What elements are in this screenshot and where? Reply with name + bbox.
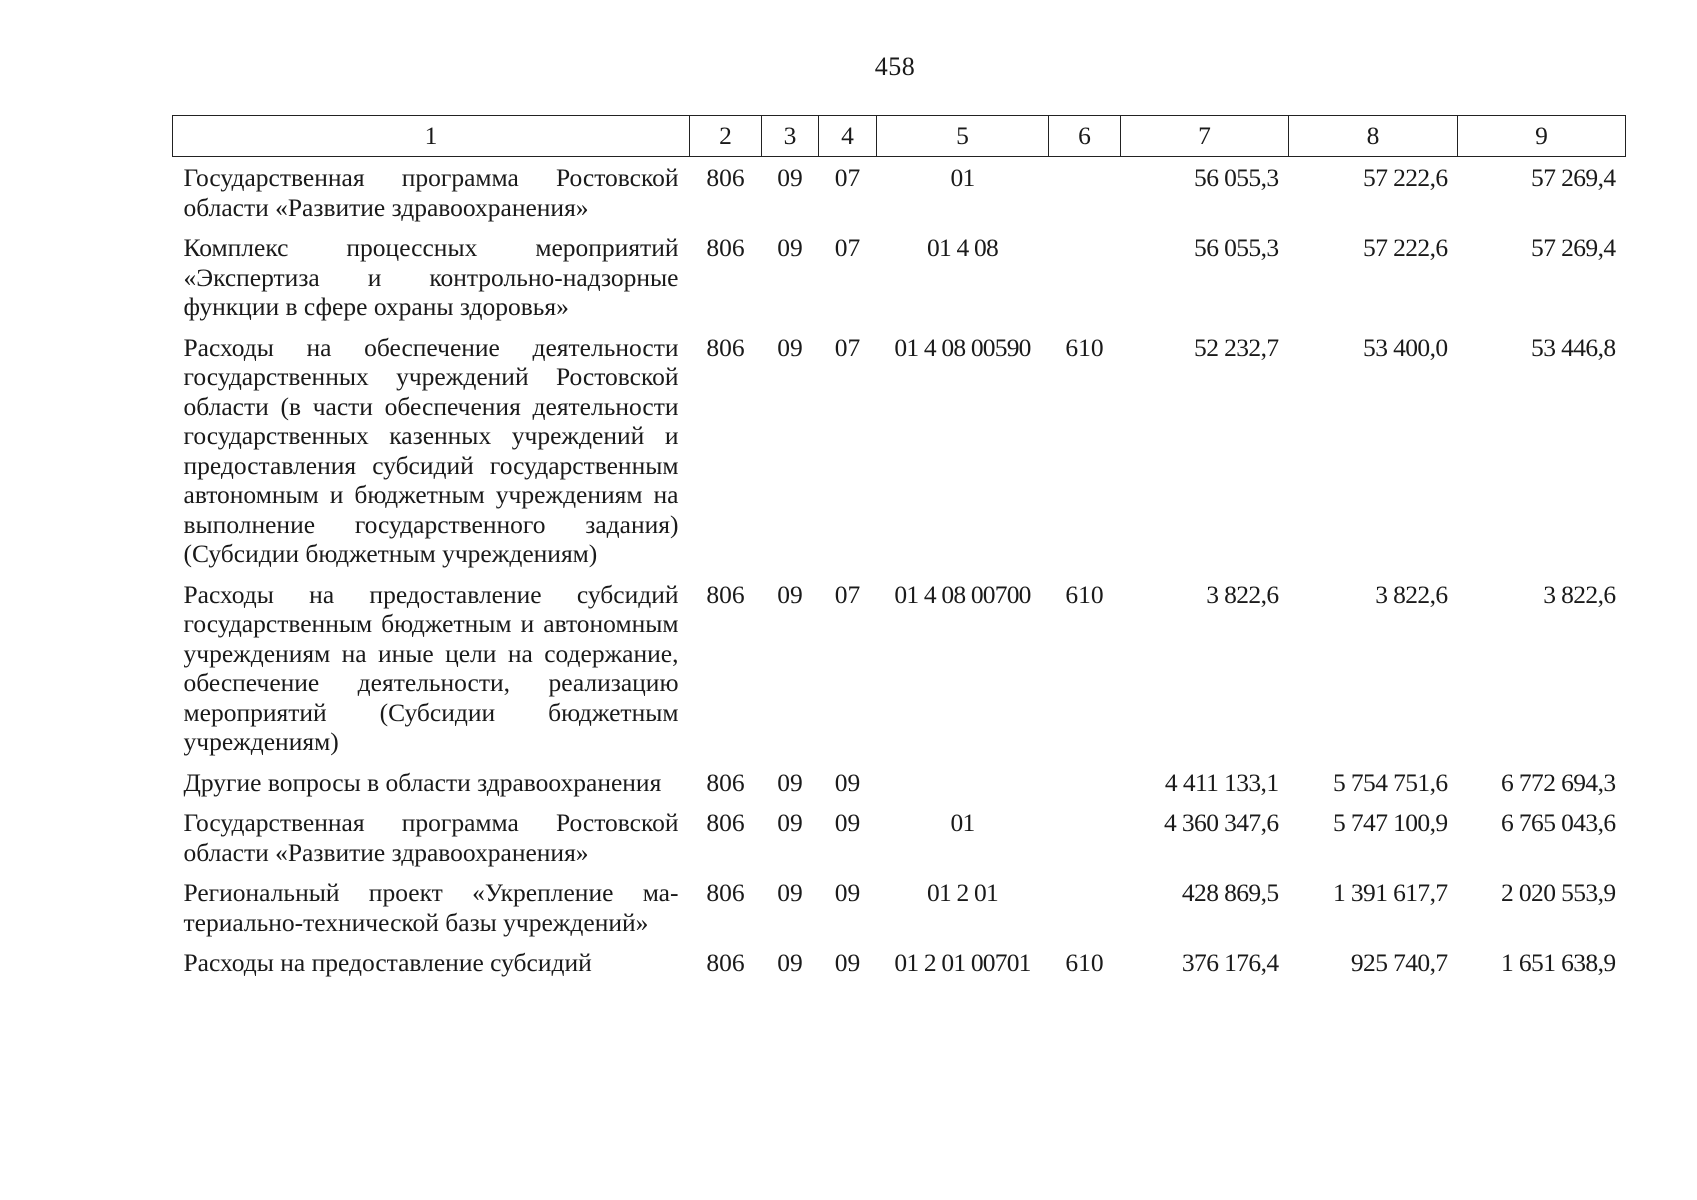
table-row bbox=[173, 768, 1626, 809]
row-name: Государственная программа Ростовской области «Развитие здравоохранения» bbox=[183, 808, 679, 867]
row-ministry-code: 806 bbox=[706, 233, 745, 262]
row-amount-year-2: 53 400,0 bbox=[1363, 332, 1448, 362]
row-expense-type-code: 610 bbox=[1065, 332, 1104, 362]
row-expense-type-code: 610 bbox=[1065, 948, 1104, 977]
row-ministry-code: 806 bbox=[706, 767, 745, 797]
column-header-8: 8 bbox=[1289, 116, 1458, 157]
row-target-article-code: 01 bbox=[950, 163, 975, 192]
row-section-code: 09 bbox=[777, 233, 803, 262]
row-amount-year-1: 52 232,7 bbox=[1194, 332, 1279, 362]
table-row bbox=[173, 878, 1626, 948]
row-subsection-code: 07 bbox=[834, 163, 861, 192]
row-amount-year-3: 53 446,8 bbox=[1531, 332, 1616, 362]
row-section-code: 09 bbox=[777, 332, 803, 362]
row-expense-type-code: 610 bbox=[1065, 579, 1104, 609]
column-header-4: 4 bbox=[819, 116, 877, 157]
row-ministry-code: 806 bbox=[706, 878, 745, 907]
row-target-article-code: 01 2 01 bbox=[927, 878, 998, 907]
row-target-article-code: 01 bbox=[950, 808, 975, 837]
row-subsection-code: 09 bbox=[834, 808, 861, 837]
row-amount-year-1: 56 055,3 bbox=[1194, 233, 1279, 262]
row-expense-type-code bbox=[1049, 808, 1121, 878]
row-name: Расходы на предоставление субсидий государственным бюджетным и автономным учреждениям на иные цели на содержание, обеспечение деятельности, реализацию мероприятий (Субсидии бюджетным учреждениям) bbox=[183, 579, 679, 756]
row-section-code: 09 bbox=[777, 767, 803, 797]
row-amount-year-3: 6 765 043,6 bbox=[1500, 808, 1616, 837]
row-section-code: 09 bbox=[777, 878, 803, 907]
row-section-code: 09 bbox=[777, 948, 803, 977]
column-header-6: 6 bbox=[1049, 116, 1121, 157]
column-header-7: 7 bbox=[1121, 116, 1289, 157]
table-row bbox=[173, 808, 1626, 878]
row-section-code: 09 bbox=[777, 579, 803, 609]
row-subsection-code: 09 bbox=[834, 878, 861, 907]
column-header-5: 5 bbox=[877, 116, 1049, 157]
row-amount-year-3: 57 269,4 bbox=[1531, 233, 1616, 262]
row-target-article-code bbox=[877, 768, 1049, 809]
column-header-1: 1 bbox=[173, 116, 690, 157]
row-ministry-code: 806 bbox=[706, 808, 745, 837]
row-name: Другие вопросы в области здравоохранения bbox=[183, 767, 662, 797]
row-amount-year-3: 2 020 553,9 bbox=[1500, 878, 1616, 907]
row-amount-year-2: 5 747 100,9 bbox=[1332, 808, 1448, 837]
table-row bbox=[173, 580, 1626, 768]
row-amount-year-3: 1 651 638,9 bbox=[1500, 948, 1616, 977]
column-header-9: 9 bbox=[1458, 116, 1626, 157]
row-name: Региональный проект «Укрепление материально-технической базы учреждений» bbox=[183, 878, 679, 937]
row-name: Расходы на обеспечение деятельности государственных учреждений Ростовской области (в части обеспечения деятельности государственных казенных учреждений и предоставления субсидий государственным автономным и бюджетным учреждениям на выполнение государственного задания) (Субсидии бюджетным учреждениям) bbox=[183, 332, 679, 568]
row-amount-year-2: 57 222,6 bbox=[1363, 163, 1448, 192]
row-amount-year-3: 3 822,6 bbox=[1543, 579, 1616, 609]
row-amount-year-3: 57 269,4 bbox=[1531, 163, 1616, 192]
row-amount-year-2: 1 391 617,7 bbox=[1332, 878, 1448, 907]
row-ministry-code: 806 bbox=[706, 579, 745, 609]
row-amount-year-2: 5 754 751,6 bbox=[1332, 767, 1448, 797]
column-header-3: 3 bbox=[762, 116, 819, 157]
row-target-article-code: 01 4 08 bbox=[927, 233, 998, 262]
page-number: 458 bbox=[874, 52, 916, 81]
row-name: Государственная программа Ростовской области «Развитие здравоохранения» bbox=[183, 163, 679, 222]
row-subsection-code: 09 bbox=[834, 767, 861, 797]
table-header-row bbox=[173, 116, 1626, 157]
row-amount-year-1: 3 822,6 bbox=[1206, 579, 1279, 609]
row-target-article-code: 01 4 08 00590 bbox=[894, 332, 1031, 362]
row-section-code: 09 bbox=[777, 163, 803, 192]
row-amount-year-2: 3 822,6 bbox=[1375, 579, 1448, 609]
row-amount-year-2: 925 740,7 bbox=[1350, 948, 1448, 977]
row-amount-year-3: 6 772 694,3 bbox=[1500, 767, 1616, 797]
row-amount-year-1: 428 869,5 bbox=[1181, 878, 1279, 907]
row-name: Комплекс процессных мероприятий «Экспертиза и контрольно-надзорные функции в сфере охраны здоровья» bbox=[183, 233, 679, 321]
row-amount-year-1: 376 176,4 bbox=[1181, 948, 1279, 977]
row-amount-year-2: 57 222,6 bbox=[1363, 233, 1448, 262]
row-expense-type-code bbox=[1049, 233, 1121, 333]
row-subsection-code: 09 bbox=[834, 948, 861, 977]
row-ministry-code: 806 bbox=[706, 948, 745, 977]
table-row bbox=[173, 233, 1626, 333]
row-section-code: 09 bbox=[777, 808, 803, 837]
row-expense-type-code bbox=[1049, 157, 1121, 234]
row-subsection-code: 07 bbox=[834, 332, 861, 362]
row-ministry-code: 806 bbox=[706, 332, 745, 362]
table-row bbox=[173, 333, 1626, 580]
row-amount-year-1: 56 055,3 bbox=[1194, 163, 1279, 192]
row-target-article-code: 01 2 01 00701 bbox=[894, 948, 1031, 977]
row-ministry-code: 806 bbox=[706, 163, 745, 192]
row-subsection-code: 07 bbox=[834, 233, 861, 262]
row-target-article-code: 01 4 08 00700 bbox=[894, 579, 1031, 609]
row-amount-year-1: 4 360 347,6 bbox=[1163, 808, 1279, 837]
row-expense-type-code bbox=[1049, 768, 1121, 809]
column-header-2: 2 bbox=[690, 116, 762, 157]
row-expense-type-code bbox=[1049, 878, 1121, 948]
row-subsection-code: 07 bbox=[834, 579, 861, 609]
row-name: Расходы на предоставление субсидий bbox=[183, 948, 592, 977]
table-row bbox=[173, 948, 1626, 989]
budget-table bbox=[172, 115, 1626, 989]
row-amount-year-1: 4 411 133,1 bbox=[1164, 767, 1279, 797]
table-row bbox=[173, 157, 1626, 234]
